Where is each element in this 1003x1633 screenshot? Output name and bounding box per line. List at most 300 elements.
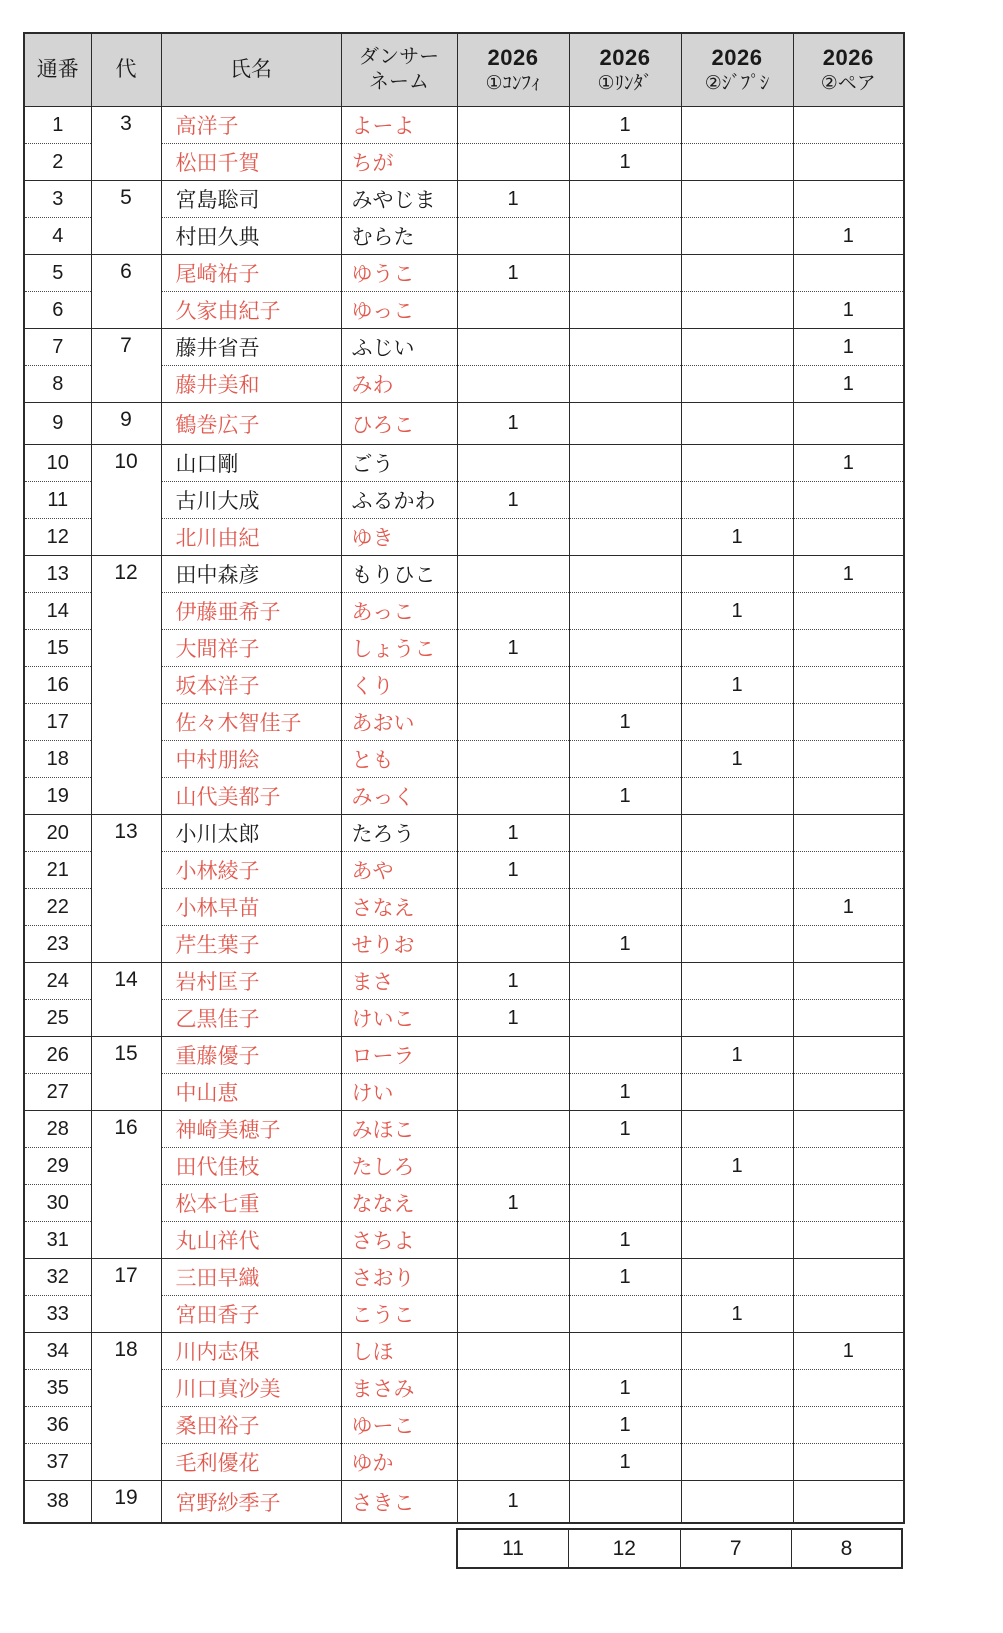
cell-dance-3-mark: 1 <box>681 1037 793 1074</box>
cell-fullname: 中山恵 <box>161 1074 341 1111</box>
cell-dance-2-mark: 1 <box>569 1407 681 1444</box>
cell-dance-2-mark: 1 <box>569 1444 681 1481</box>
cell-serial: 26 <box>24 1037 91 1074</box>
cell-dance-4-mark <box>793 403 904 445</box>
cell-dance-2-mark: 1 <box>569 704 681 741</box>
cell-dance-2-mark <box>569 1185 681 1222</box>
cell-generation: 17 <box>91 1259 161 1333</box>
cell-dance-4-mark <box>793 482 904 519</box>
cell-dance-2-mark: 1 <box>569 778 681 815</box>
cell-dancername: ゆっこ <box>341 292 457 329</box>
cell-dance-4-mark <box>793 1407 904 1444</box>
cell-dance-2-mark <box>569 482 681 519</box>
cell-dance-1-mark <box>457 1074 569 1111</box>
cell-fullname: 岩村匡子 <box>161 963 341 1000</box>
cell-serial: 14 <box>24 593 91 630</box>
cell-generation: 14 <box>91 963 161 1037</box>
cell-dance-4-mark <box>793 255 904 292</box>
cell-dance-3-mark <box>681 1185 793 1222</box>
cell-dance-2-mark <box>569 593 681 630</box>
cell-generation: 16 <box>91 1111 161 1259</box>
cell-dancername: とも <box>341 741 457 778</box>
cell-dance-3-mark <box>681 144 793 181</box>
column-header-serial: 通番 <box>24 33 91 107</box>
cell-dancername: さちよ <box>341 1222 457 1259</box>
cell-dance-1-mark <box>457 519 569 556</box>
cell-dance-1-mark <box>457 1037 569 1074</box>
table-row <box>24 255 904 292</box>
cell-dance-4-mark: 1 <box>793 445 904 482</box>
cell-fullname: 宮島聡司 <box>161 181 341 218</box>
cell-dance-3-mark: 1 <box>681 1296 793 1333</box>
cell-fullname: 藤井美和 <box>161 366 341 403</box>
cell-dancername: あや <box>341 852 457 889</box>
cell-dance-2-mark: 1 <box>569 1074 681 1111</box>
column-header-dance-4 <box>793 33 904 107</box>
cell-dance-1-mark: 1 <box>457 181 569 218</box>
cell-dance-4-mark <box>793 1074 904 1111</box>
cell-dance-3-mark <box>681 778 793 815</box>
cell-dance-3-mark <box>681 1111 793 1148</box>
cell-dancername: みっく <box>341 778 457 815</box>
cell-dance-3-mark <box>681 1333 793 1370</box>
cell-fullname: 坂本洋子 <box>161 667 341 704</box>
cell-dance-2-mark <box>569 630 681 667</box>
cell-serial: 21 <box>24 852 91 889</box>
cell-dance-1-mark <box>457 1259 569 1296</box>
cell-dance-2-mark <box>569 403 681 445</box>
cell-dancername: ゆか <box>341 1444 457 1481</box>
dance-4-year: 2026 <box>822 45 874 71</box>
table-row <box>24 1111 904 1148</box>
cell-serial: 35 <box>24 1370 91 1407</box>
cell-serial: 20 <box>24 815 91 852</box>
cell-fullname: 伊藤亜希子 <box>161 593 341 630</box>
dance-1-title: ①ｺﾝﾌｨ <box>485 72 541 94</box>
cell-generation: 9 <box>91 403 161 445</box>
cell-fullname: 山口剛 <box>161 445 341 482</box>
cell-serial: 22 <box>24 889 91 926</box>
cell-dance-4-mark <box>793 1296 904 1333</box>
cell-generation: 7 <box>91 329 161 403</box>
cell-serial: 24 <box>24 963 91 1000</box>
table-row <box>24 1333 904 1370</box>
cell-fullname: 三田早織 <box>161 1259 341 1296</box>
cell-dance-3-mark <box>681 630 793 667</box>
cell-dance-4-mark <box>793 852 904 889</box>
cell-dance-3-mark <box>681 482 793 519</box>
cell-dance-1-mark <box>457 778 569 815</box>
cell-serial: 15 <box>24 630 91 667</box>
cell-dance-2-mark <box>569 889 681 926</box>
cell-dance-1-mark <box>457 889 569 926</box>
cell-dance-3-mark <box>681 1407 793 1444</box>
cell-dance-1-mark: 1 <box>457 815 569 852</box>
table-row <box>24 1481 904 1524</box>
cell-serial: 33 <box>24 1296 91 1333</box>
cell-fullname: 重藤優子 <box>161 1037 341 1074</box>
table-row <box>24 107 904 144</box>
cell-dancername: ひろこ <box>341 403 457 445</box>
cell-dancername: さおり <box>341 1259 457 1296</box>
cell-fullname: 毛利優花 <box>161 1444 341 1481</box>
table-row <box>24 1037 904 1074</box>
cell-fullname: 鶴巻広子 <box>161 403 341 445</box>
cell-dance-4-mark <box>793 963 904 1000</box>
cell-dancername: たしろ <box>341 1148 457 1185</box>
totals-row <box>457 1529 902 1568</box>
cell-dancername: むらた <box>341 218 457 255</box>
cell-dance-2-mark <box>569 292 681 329</box>
cell-serial: 30 <box>24 1185 91 1222</box>
cell-fullname: 小川太郎 <box>161 815 341 852</box>
cell-dancername: さきこ <box>341 1481 457 1524</box>
dance-3-title: ②ｼﾞﾌﾟｼ <box>704 72 770 94</box>
dance-4-title: ②ペア <box>820 72 876 94</box>
cell-dance-3-mark <box>681 926 793 963</box>
cell-generation: 12 <box>91 556 161 815</box>
cell-dance-1-mark: 1 <box>457 1185 569 1222</box>
cell-dance-2-mark <box>569 1481 681 1524</box>
cell-dance-1-mark <box>457 1148 569 1185</box>
cell-dance-4-mark: 1 <box>793 556 904 593</box>
cell-serial: 13 <box>24 556 91 593</box>
cell-dance-2-mark <box>569 852 681 889</box>
cell-dancername: ふるかわ <box>341 482 457 519</box>
cell-fullname: 田中森彦 <box>161 556 341 593</box>
cell-serial: 1 <box>24 107 91 144</box>
cell-dance-4-mark <box>793 667 904 704</box>
cell-dance-2-mark <box>569 1296 681 1333</box>
cell-serial: 16 <box>24 667 91 704</box>
cell-generation: 10 <box>91 445 161 556</box>
column-header-fullname: 氏名 <box>161 33 341 107</box>
cell-dance-3-mark <box>681 181 793 218</box>
cell-dance-3-mark <box>681 107 793 144</box>
cell-dance-4-mark <box>793 181 904 218</box>
cell-serial: 32 <box>24 1259 91 1296</box>
cell-fullname: 中村朋絵 <box>161 741 341 778</box>
cell-serial: 29 <box>24 1148 91 1185</box>
cell-fullname: 小林早苗 <box>161 889 341 926</box>
cell-fullname: 神崎美穂子 <box>161 1111 341 1148</box>
cell-fullname: 尾崎祐子 <box>161 255 341 292</box>
cell-dancername: ゆうこ <box>341 255 457 292</box>
column-header-dance-3 <box>681 33 793 107</box>
cell-dance-3-mark <box>681 1000 793 1037</box>
cell-dance-3-mark <box>681 852 793 889</box>
cell-serial: 7 <box>24 329 91 366</box>
cell-dance-3-mark <box>681 403 793 445</box>
cell-fullname: 川口真沙美 <box>161 1370 341 1407</box>
cell-serial: 8 <box>24 366 91 403</box>
table-row <box>24 1259 904 1296</box>
cell-dance-1-mark <box>457 445 569 482</box>
cell-dance-2-mark <box>569 366 681 403</box>
cell-dance-4-mark <box>793 778 904 815</box>
cell-dance-2-mark <box>569 556 681 593</box>
cell-serial: 3 <box>24 181 91 218</box>
cell-dance-1-mark: 1 <box>457 963 569 1000</box>
cell-dance-3-mark <box>681 366 793 403</box>
cell-dance-1-mark <box>457 741 569 778</box>
cell-dance-3-mark <box>681 1444 793 1481</box>
cell-dancername: あっこ <box>341 593 457 630</box>
cell-dancername: みほこ <box>341 1111 457 1148</box>
cell-dance-4-mark <box>793 107 904 144</box>
cell-dancername: みやじま <box>341 181 457 218</box>
cell-dancername: しほ <box>341 1333 457 1370</box>
cell-serial: 19 <box>24 778 91 815</box>
cell-fullname: 佐々木智佳子 <box>161 704 341 741</box>
cell-serial: 27 <box>24 1074 91 1111</box>
cell-dance-3-mark <box>681 329 793 366</box>
cell-dance-1-mark: 1 <box>457 255 569 292</box>
cell-dancername: せりお <box>341 926 457 963</box>
cell-dance-1-mark: 1 <box>457 852 569 889</box>
cell-dance-1-mark: 1 <box>457 1000 569 1037</box>
cell-dance-4-mark <box>793 1111 904 1148</box>
cell-dance-3-mark <box>681 1481 793 1524</box>
cell-dance-4-mark: 1 <box>793 366 904 403</box>
cell-dance-1-mark <box>457 218 569 255</box>
table-row <box>24 445 904 482</box>
cell-dance-2-mark: 1 <box>569 1259 681 1296</box>
cell-serial: 38 <box>24 1481 91 1524</box>
table-row <box>24 963 904 1000</box>
cell-dancername: たろう <box>341 815 457 852</box>
cell-dance-4-mark: 1 <box>793 218 904 255</box>
cell-dance-4-mark <box>793 630 904 667</box>
cell-dance-1-mark <box>457 1296 569 1333</box>
cell-dance-4-mark: 1 <box>793 292 904 329</box>
cell-serial: 25 <box>24 1000 91 1037</box>
cell-dance-2-mark <box>569 181 681 218</box>
cell-dance-2-mark <box>569 218 681 255</box>
cell-total-dance-1: 11 <box>457 1529 569 1568</box>
cell-dance-3-mark <box>681 1370 793 1407</box>
column-header-dance-2 <box>569 33 681 107</box>
column-header-dancername <box>341 33 457 107</box>
cell-fullname: 高洋子 <box>161 107 341 144</box>
cell-dancername: ゆき <box>341 519 457 556</box>
dancername-label-line2: ネーム <box>369 71 429 93</box>
cell-serial: 12 <box>24 519 91 556</box>
table-row <box>24 556 904 593</box>
cell-dance-1-mark <box>457 292 569 329</box>
header-row <box>24 33 904 107</box>
cell-dance-2-mark: 1 <box>569 107 681 144</box>
cell-dancername: ふじい <box>341 329 457 366</box>
cell-dance-4-mark <box>793 1444 904 1481</box>
cell-dance-2-mark <box>569 445 681 482</box>
column-header-dance-1 <box>457 33 569 107</box>
table-row <box>24 403 904 445</box>
cell-dance-3-mark <box>681 889 793 926</box>
cell-serial: 11 <box>24 482 91 519</box>
cell-serial: 31 <box>24 1222 91 1259</box>
cell-dancername: あおい <box>341 704 457 741</box>
cell-dance-3-mark: 1 <box>681 1148 793 1185</box>
cell-generation: 13 <box>91 815 161 963</box>
cell-dancername: けい <box>341 1074 457 1111</box>
cell-serial: 18 <box>24 741 91 778</box>
cell-dance-1-mark <box>457 1444 569 1481</box>
cell-fullname: 桑田裕子 <box>161 1407 341 1444</box>
cell-total-dance-4: 8 <box>792 1529 903 1568</box>
cell-generation: 19 <box>91 1481 161 1524</box>
cell-dance-4-mark <box>793 519 904 556</box>
cell-fullname: 川内志保 <box>161 1333 341 1370</box>
cell-dance-2-mark <box>569 815 681 852</box>
cell-dancername: さなえ <box>341 889 457 926</box>
cell-generation: 6 <box>91 255 161 329</box>
cell-fullname: 田代佳枝 <box>161 1148 341 1185</box>
cell-dance-1-mark <box>457 1111 569 1148</box>
cell-fullname: 古川大成 <box>161 482 341 519</box>
cell-fullname: 宮田香子 <box>161 1296 341 1333</box>
dance-1-year: 2026 <box>487 45 539 71</box>
cell-dance-4-mark <box>793 1222 904 1259</box>
cell-serial: 28 <box>24 1111 91 1148</box>
cell-dance-1-mark <box>457 1333 569 1370</box>
cell-dance-3-mark <box>681 292 793 329</box>
cell-dance-3-mark <box>681 815 793 852</box>
cell-dance-2-mark <box>569 1148 681 1185</box>
dancername-label-line1: ダンサー <box>358 46 440 68</box>
cell-dance-2-mark: 1 <box>569 144 681 181</box>
cell-dance-2-mark: 1 <box>569 1222 681 1259</box>
cell-dance-4-mark <box>793 144 904 181</box>
cell-dance-4-mark: 1 <box>793 1333 904 1370</box>
cell-dance-2-mark <box>569 1333 681 1370</box>
cell-dance-4-mark <box>793 1148 904 1185</box>
cell-dance-3-mark: 1 <box>681 741 793 778</box>
cell-dancername: みわ <box>341 366 457 403</box>
cell-dancername: ちが <box>341 144 457 181</box>
cell-dancername: まさみ <box>341 1370 457 1407</box>
cell-generation: 18 <box>91 1333 161 1481</box>
cell-generation: 3 <box>91 107 161 181</box>
cell-dance-4-mark <box>793 593 904 630</box>
cell-fullname: 宮野紗季子 <box>161 1481 341 1524</box>
cell-dance-4-mark <box>793 1185 904 1222</box>
dance-3-year: 2026 <box>711 45 763 71</box>
cell-dance-1-mark <box>457 107 569 144</box>
cell-fullname: 松田千賀 <box>161 144 341 181</box>
cell-dance-4-mark <box>793 1259 904 1296</box>
cell-serial: 6 <box>24 292 91 329</box>
cell-dance-4-mark <box>793 1370 904 1407</box>
cell-fullname: 山代美都子 <box>161 778 341 815</box>
cell-dance-3-mark: 1 <box>681 519 793 556</box>
cell-dance-2-mark <box>569 1000 681 1037</box>
cell-dance-1-mark: 1 <box>457 482 569 519</box>
cell-fullname: 乙黒佳子 <box>161 1000 341 1037</box>
cell-total-dance-2: 12 <box>569 1529 681 1568</box>
cell-dancername: ローラ <box>341 1037 457 1074</box>
cell-dance-3-mark <box>681 556 793 593</box>
cell-fullname: 丸山祥代 <box>161 1222 341 1259</box>
cell-dancername: しょうこ <box>341 630 457 667</box>
cell-dance-2-mark <box>569 519 681 556</box>
cell-dancername: まさ <box>341 963 457 1000</box>
cell-dance-1-mark <box>457 556 569 593</box>
cell-serial: 37 <box>24 1444 91 1481</box>
cell-serial: 5 <box>24 255 91 292</box>
cell-dance-3-mark <box>681 255 793 292</box>
cell-dance-4-mark: 1 <box>793 889 904 926</box>
cell-dance-1-mark <box>457 144 569 181</box>
cell-fullname: 村田久典 <box>161 218 341 255</box>
cell-generation: 5 <box>91 181 161 255</box>
cell-dance-4-mark <box>793 1481 904 1524</box>
cell-dance-2-mark <box>569 963 681 1000</box>
cell-dance-2-mark: 1 <box>569 926 681 963</box>
cell-serial: 17 <box>24 704 91 741</box>
cell-fullname: 小林綾子 <box>161 852 341 889</box>
cell-dancername: ごう <box>341 445 457 482</box>
cell-dance-4-mark <box>793 741 904 778</box>
cell-dance-1-mark <box>457 1222 569 1259</box>
table-row <box>24 329 904 366</box>
cell-serial: 23 <box>24 926 91 963</box>
cell-fullname: 芹生葉子 <box>161 926 341 963</box>
cell-dance-4-mark <box>793 815 904 852</box>
cell-dance-1-mark <box>457 1407 569 1444</box>
cell-total-dance-3: 7 <box>680 1529 791 1568</box>
cell-dancername: ななえ <box>341 1185 457 1222</box>
cell-fullname: 松本七重 <box>161 1185 341 1222</box>
roster-sheet <box>23 32 903 1569</box>
cell-dance-4-mark <box>793 1000 904 1037</box>
cell-fullname: 藤井省吾 <box>161 329 341 366</box>
cell-dance-1-mark <box>457 1370 569 1407</box>
cell-dance-1-mark: 1 <box>457 630 569 667</box>
cell-dance-1-mark: 1 <box>457 1481 569 1524</box>
dance-2-year: 2026 <box>599 45 651 71</box>
cell-dancername: よーよ <box>341 107 457 144</box>
cell-dance-3-mark <box>681 1074 793 1111</box>
cell-serial: 2 <box>24 144 91 181</box>
cell-dancername: もりひこ <box>341 556 457 593</box>
cell-dance-2-mark <box>569 255 681 292</box>
cell-dance-4-mark: 1 <box>793 329 904 366</box>
cell-serial: 34 <box>24 1333 91 1370</box>
cell-generation: 15 <box>91 1037 161 1111</box>
cell-fullname: 久家由紀子 <box>161 292 341 329</box>
cell-fullname: 北川由紀 <box>161 519 341 556</box>
cell-dance-1-mark <box>457 704 569 741</box>
cell-dance-1-mark <box>457 593 569 630</box>
cell-dance-3-mark <box>681 963 793 1000</box>
cell-dance-1-mark <box>457 667 569 704</box>
cell-serial: 9 <box>24 403 91 445</box>
column-header-generation: 代 <box>91 33 161 107</box>
cell-serial: 4 <box>24 218 91 255</box>
cell-dance-1-mark <box>457 329 569 366</box>
roster-table <box>23 32 905 1524</box>
table-body <box>24 107 904 1524</box>
cell-dance-3-mark <box>681 704 793 741</box>
cell-dance-3-mark <box>681 1259 793 1296</box>
totals-table <box>456 1528 903 1569</box>
cell-dance-2-mark <box>569 741 681 778</box>
cell-dance-1-mark: 1 <box>457 403 569 445</box>
cell-dance-1-mark <box>457 926 569 963</box>
cell-dance-3-mark: 1 <box>681 593 793 630</box>
cell-dancername: けいこ <box>341 1000 457 1037</box>
